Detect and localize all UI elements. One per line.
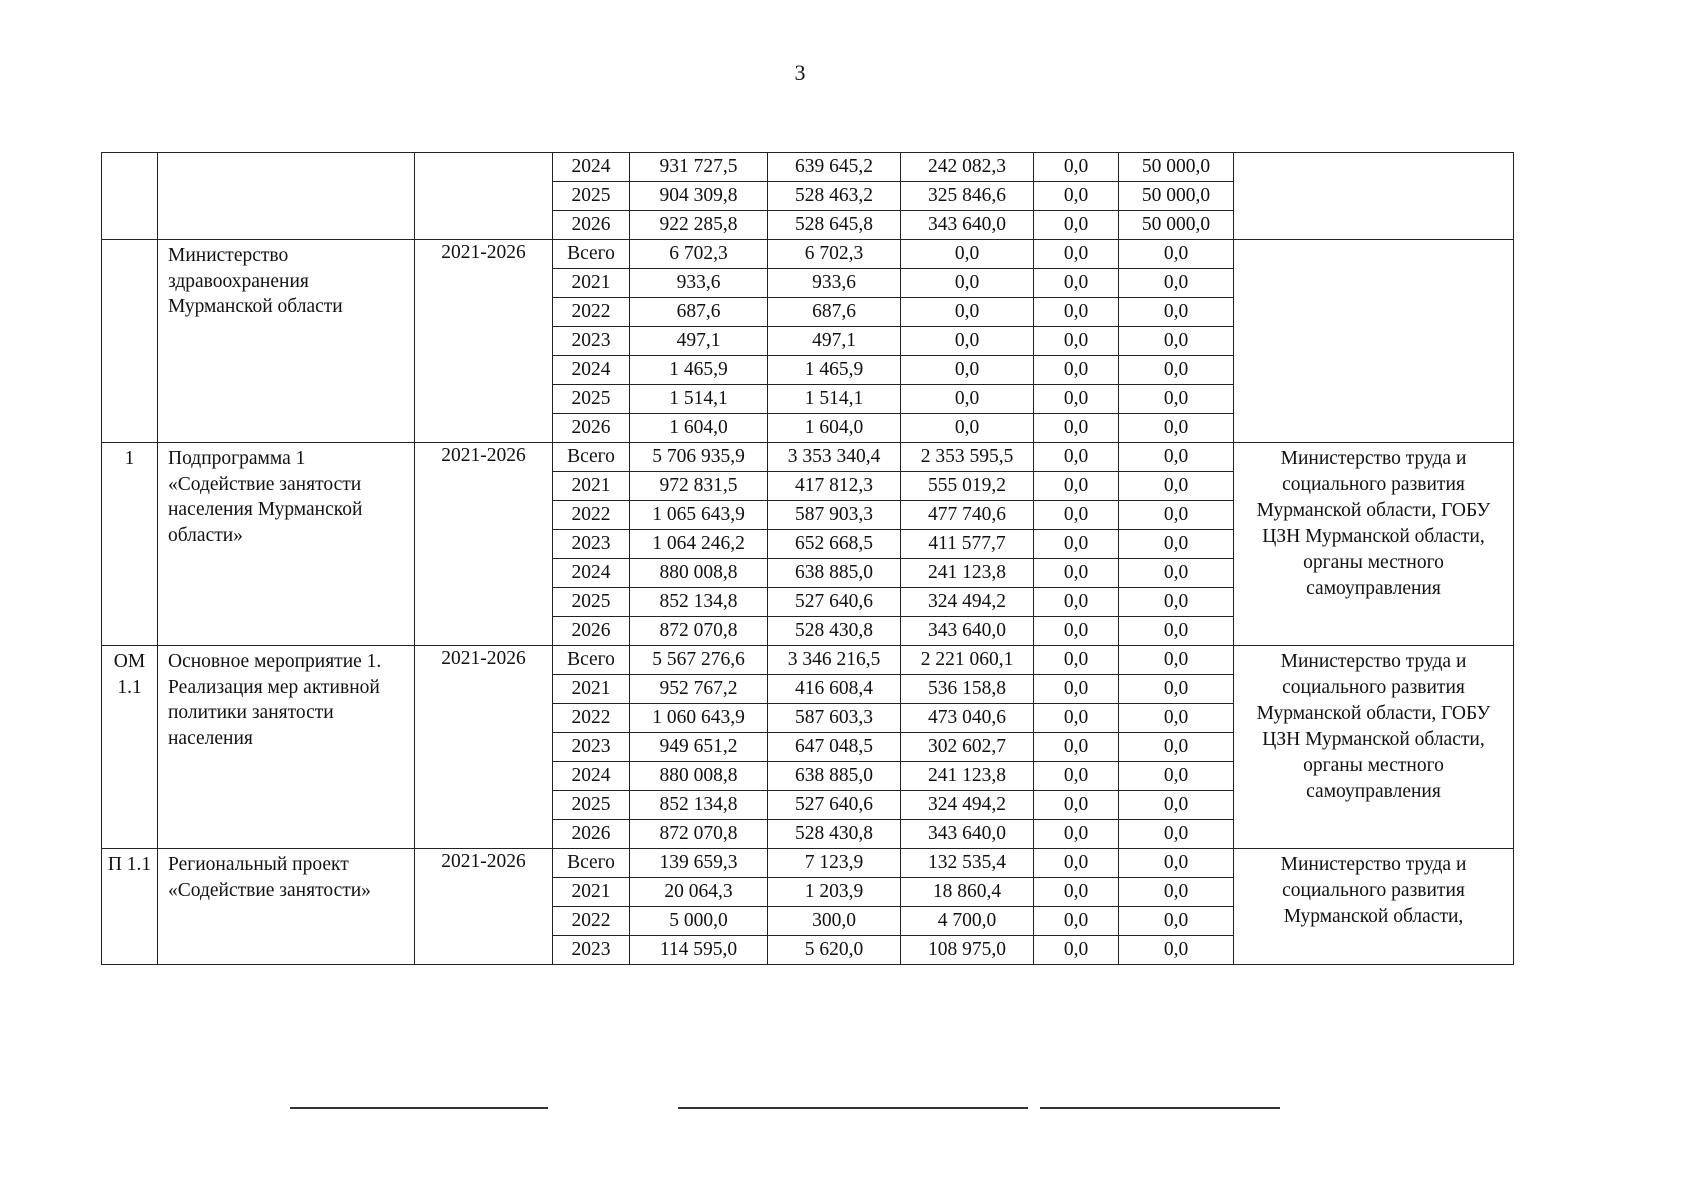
extra-budget-cell: 0,0	[1119, 791, 1234, 820]
total-cell: 5 706 935,9	[630, 443, 768, 472]
total-cell: 1 065 643,9	[630, 501, 768, 530]
year-cell: 2021	[553, 269, 630, 298]
federal-budget-cell: 325 846,6	[901, 182, 1034, 211]
year-cell: 2023	[553, 936, 630, 965]
year-cell: 2022	[553, 704, 630, 733]
local-budget-cell: 0,0	[1034, 501, 1119, 530]
year-cell: 2025	[553, 791, 630, 820]
period-cell	[415, 153, 553, 240]
federal-budget-cell: 324 494,2	[901, 791, 1034, 820]
local-budget-cell: 0,0	[1034, 820, 1119, 849]
period-cell: 2021-2026	[415, 443, 553, 646]
year-cell: 2023	[553, 327, 630, 356]
regional-budget-cell: 3 353 340,4	[768, 443, 901, 472]
federal-budget-cell: 0,0	[901, 414, 1034, 443]
federal-budget-cell: 411 577,7	[901, 530, 1034, 559]
bottom-rule	[290, 1107, 548, 1109]
local-budget-cell: 0,0	[1034, 211, 1119, 240]
local-budget-cell: 0,0	[1034, 733, 1119, 762]
regional-budget-cell: 528 645,8	[768, 211, 901, 240]
year-cell: 2024	[553, 762, 630, 791]
local-budget-cell: 0,0	[1034, 646, 1119, 675]
total-cell: 872 070,8	[630, 820, 768, 849]
total-cell: 949 651,2	[630, 733, 768, 762]
local-budget-cell: 0,0	[1034, 675, 1119, 704]
regional-budget-cell: 587 903,3	[768, 501, 901, 530]
total-cell: 1 465,9	[630, 356, 768, 385]
regional-budget-cell: 528 430,8	[768, 617, 901, 646]
extra-budget-cell: 0,0	[1119, 849, 1234, 878]
extra-budget-cell: 0,0	[1119, 530, 1234, 559]
year-cell: Всего	[553, 849, 630, 878]
extra-budget-cell: 0,0	[1119, 733, 1234, 762]
regional-budget-cell: 639 645,2	[768, 153, 901, 182]
executor-cell	[1234, 153, 1514, 240]
extra-budget-cell: 0,0	[1119, 327, 1234, 356]
total-cell: 139 659,3	[630, 849, 768, 878]
total-cell: 1 064 246,2	[630, 530, 768, 559]
regional-budget-cell: 587 603,3	[768, 704, 901, 733]
local-budget-cell: 0,0	[1034, 414, 1119, 443]
year-cell: Всего	[553, 240, 630, 269]
year-cell: 2022	[553, 907, 630, 936]
local-budget-cell: 0,0	[1034, 240, 1119, 269]
local-budget-cell: 0,0	[1034, 791, 1119, 820]
name-cell: Подпрограмма 1 «Содействие занятости населения Мурманской области»	[158, 443, 415, 646]
local-budget-cell: 0,0	[1034, 269, 1119, 298]
executor-cell	[1234, 240, 1514, 443]
regional-budget-cell: 1 465,9	[768, 356, 901, 385]
bottom-rule	[678, 1107, 1028, 1109]
year-cell: 2026	[553, 617, 630, 646]
total-cell: 852 134,8	[630, 588, 768, 617]
total-cell: 1 514,1	[630, 385, 768, 414]
total-cell: 880 008,8	[630, 762, 768, 791]
local-budget-cell: 0,0	[1034, 182, 1119, 211]
name-cell: Основное мероприятие 1. Реализация мер активной политики занятости населения	[158, 646, 415, 849]
regional-budget-cell: 300,0	[768, 907, 901, 936]
table-row	[102, 153, 1514, 182]
local-budget-cell: 0,0	[1034, 327, 1119, 356]
num-cell: ОМ 1.1	[102, 646, 158, 849]
regional-budget-cell: 527 640,6	[768, 791, 901, 820]
bottom-rule	[1040, 1107, 1280, 1109]
regional-budget-cell: 1 203,9	[768, 878, 901, 907]
local-budget-cell: 0,0	[1034, 443, 1119, 472]
federal-budget-cell: 0,0	[901, 269, 1034, 298]
total-cell: 5 567 276,6	[630, 646, 768, 675]
local-budget-cell: 0,0	[1034, 588, 1119, 617]
extra-budget-cell: 0,0	[1119, 675, 1234, 704]
total-cell: 497,1	[630, 327, 768, 356]
total-cell: 933,6	[630, 269, 768, 298]
regional-budget-cell: 933,6	[768, 269, 901, 298]
period-cell: 2021-2026	[415, 849, 553, 965]
total-cell: 904 309,8	[630, 182, 768, 211]
regional-budget-cell: 652 668,5	[768, 530, 901, 559]
extra-budget-cell: 0,0	[1119, 559, 1234, 588]
regional-budget-cell: 5 620,0	[768, 936, 901, 965]
executor-cell: Министерство труда и социального развития Мурманской области, ГОБУ ЦЗН Мурманской области, органы местного самоуправления	[1234, 443, 1514, 646]
federal-budget-cell: 18 860,4	[901, 878, 1034, 907]
extra-budget-cell: 50 000,0	[1119, 153, 1234, 182]
name-cell: Министерство здравоохранения Мурманской области	[158, 240, 415, 443]
name-cell: Региональный проект «Содействие занятости»	[158, 849, 415, 965]
year-cell: 2025	[553, 182, 630, 211]
executor-cell: Министерство труда и социального развития Мурманской области,	[1234, 849, 1514, 965]
regional-budget-cell: 528 463,2	[768, 182, 901, 211]
extra-budget-cell: 0,0	[1119, 820, 1234, 849]
year-cell: 2025	[553, 588, 630, 617]
total-cell: 972 831,5	[630, 472, 768, 501]
year-cell: 2021	[553, 878, 630, 907]
regional-budget-cell: 527 640,6	[768, 588, 901, 617]
extra-budget-cell: 0,0	[1119, 878, 1234, 907]
federal-budget-cell: 0,0	[901, 240, 1034, 269]
total-cell: 1 604,0	[630, 414, 768, 443]
year-cell: 2021	[553, 472, 630, 501]
extra-budget-cell: 0,0	[1119, 762, 1234, 791]
year-cell: 2022	[553, 298, 630, 327]
year-cell: 2026	[553, 820, 630, 849]
federal-budget-cell: 108 975,0	[901, 936, 1034, 965]
local-budget-cell: 0,0	[1034, 762, 1119, 791]
regional-budget-cell: 1 604,0	[768, 414, 901, 443]
year-cell: 2024	[553, 153, 630, 182]
local-budget-cell: 0,0	[1034, 907, 1119, 936]
num-cell: 1	[102, 443, 158, 646]
regional-budget-cell: 638 885,0	[768, 762, 901, 791]
federal-budget-cell: 132 535,4	[901, 849, 1034, 878]
total-cell: 931 727,5	[630, 153, 768, 182]
year-cell: 2025	[553, 385, 630, 414]
table-row	[102, 849, 1514, 878]
federal-budget-cell: 343 640,0	[901, 820, 1034, 849]
local-budget-cell: 0,0	[1034, 356, 1119, 385]
total-cell: 687,6	[630, 298, 768, 327]
federal-budget-cell: 4 700,0	[901, 907, 1034, 936]
local-budget-cell: 0,0	[1034, 472, 1119, 501]
year-cell: 2026	[553, 211, 630, 240]
year-cell: 2026	[553, 414, 630, 443]
local-budget-cell: 0,0	[1034, 530, 1119, 559]
extra-budget-cell: 50 000,0	[1119, 211, 1234, 240]
extra-budget-cell: 0,0	[1119, 414, 1234, 443]
extra-budget-cell: 0,0	[1119, 269, 1234, 298]
federal-budget-cell: 0,0	[901, 356, 1034, 385]
regional-budget-cell: 7 123,9	[768, 849, 901, 878]
table-row	[102, 240, 1514, 269]
federal-budget-cell: 0,0	[901, 327, 1034, 356]
federal-budget-cell: 242 082,3	[901, 153, 1034, 182]
total-cell: 872 070,8	[630, 617, 768, 646]
total-cell: 852 134,8	[630, 791, 768, 820]
federal-budget-cell: 0,0	[901, 385, 1034, 414]
executor-cell: Министерство труда и социального развития Мурманской области, ГОБУ ЦЗН Мурманской области, органы местного самоуправления	[1234, 646, 1514, 849]
total-cell: 1 060 643,9	[630, 704, 768, 733]
year-cell: 2023	[553, 733, 630, 762]
year-cell: 2021	[553, 675, 630, 704]
local-budget-cell: 0,0	[1034, 849, 1119, 878]
year-cell: 2024	[553, 356, 630, 385]
page-number: 3	[794, 60, 806, 85]
local-budget-cell: 0,0	[1034, 385, 1119, 414]
local-budget-cell: 0,0	[1034, 936, 1119, 965]
local-budget-cell: 0,0	[1034, 153, 1119, 182]
year-cell: Всего	[553, 443, 630, 472]
federal-budget-cell: 477 740,6	[901, 501, 1034, 530]
local-budget-cell: 0,0	[1034, 617, 1119, 646]
total-cell: 952 767,2	[630, 675, 768, 704]
federal-budget-cell: 0,0	[901, 298, 1034, 327]
total-cell: 880 008,8	[630, 559, 768, 588]
federal-budget-cell: 302 602,7	[901, 733, 1034, 762]
total-cell: 5 000,0	[630, 907, 768, 936]
total-cell: 6 702,3	[630, 240, 768, 269]
federal-budget-cell: 241 123,8	[901, 559, 1034, 588]
extra-budget-cell: 0,0	[1119, 588, 1234, 617]
regional-budget-cell: 528 430,8	[768, 820, 901, 849]
extra-budget-cell: 50 000,0	[1119, 182, 1234, 211]
federal-budget-cell: 473 040,6	[901, 704, 1034, 733]
local-budget-cell: 0,0	[1034, 559, 1119, 588]
total-cell: 20 064,3	[630, 878, 768, 907]
regional-budget-cell: 647 048,5	[768, 733, 901, 762]
regional-budget-cell: 1 514,1	[768, 385, 901, 414]
budget-table-body	[102, 153, 1514, 965]
num-cell	[102, 153, 158, 240]
extra-budget-cell: 0,0	[1119, 385, 1234, 414]
table-row	[102, 646, 1514, 675]
regional-budget-cell: 416 608,4	[768, 675, 901, 704]
federal-budget-cell: 241 123,8	[901, 762, 1034, 791]
extra-budget-cell: 0,0	[1119, 704, 1234, 733]
regional-budget-cell: 3 346 216,5	[768, 646, 901, 675]
regional-budget-cell: 417 812,3	[768, 472, 901, 501]
extra-budget-cell: 0,0	[1119, 472, 1234, 501]
federal-budget-cell: 343 640,0	[901, 211, 1034, 240]
local-budget-cell: 0,0	[1034, 878, 1119, 907]
budget-table	[101, 152, 1514, 965]
extra-budget-cell: 0,0	[1119, 240, 1234, 269]
num-cell: П 1.1	[102, 849, 158, 965]
local-budget-cell: 0,0	[1034, 704, 1119, 733]
year-cell: 2023	[553, 530, 630, 559]
extra-budget-cell: 0,0	[1119, 443, 1234, 472]
local-budget-cell: 0,0	[1034, 298, 1119, 327]
federal-budget-cell: 2 221 060,1	[901, 646, 1034, 675]
period-cell: 2021-2026	[415, 240, 553, 443]
federal-budget-cell: 2 353 595,5	[901, 443, 1034, 472]
federal-budget-cell: 555 019,2	[901, 472, 1034, 501]
name-cell	[158, 153, 415, 240]
period-cell: 2021-2026	[415, 646, 553, 849]
regional-budget-cell: 6 702,3	[768, 240, 901, 269]
regional-budget-cell: 638 885,0	[768, 559, 901, 588]
federal-budget-cell: 343 640,0	[901, 617, 1034, 646]
total-cell: 922 285,8	[630, 211, 768, 240]
extra-budget-cell: 0,0	[1119, 298, 1234, 327]
federal-budget-cell: 536 158,8	[901, 675, 1034, 704]
year-cell: Всего	[553, 646, 630, 675]
year-cell: 2024	[553, 559, 630, 588]
regional-budget-cell: 497,1	[768, 327, 901, 356]
extra-budget-cell: 0,0	[1119, 356, 1234, 385]
year-cell: 2022	[553, 501, 630, 530]
extra-budget-cell: 0,0	[1119, 907, 1234, 936]
table-row	[102, 443, 1514, 472]
num-cell	[102, 240, 158, 443]
total-cell: 114 595,0	[630, 936, 768, 965]
extra-budget-cell: 0,0	[1119, 936, 1234, 965]
federal-budget-cell: 324 494,2	[901, 588, 1034, 617]
extra-budget-cell: 0,0	[1119, 646, 1234, 675]
extra-budget-cell: 0,0	[1119, 501, 1234, 530]
extra-budget-cell: 0,0	[1119, 617, 1234, 646]
regional-budget-cell: 687,6	[768, 298, 901, 327]
